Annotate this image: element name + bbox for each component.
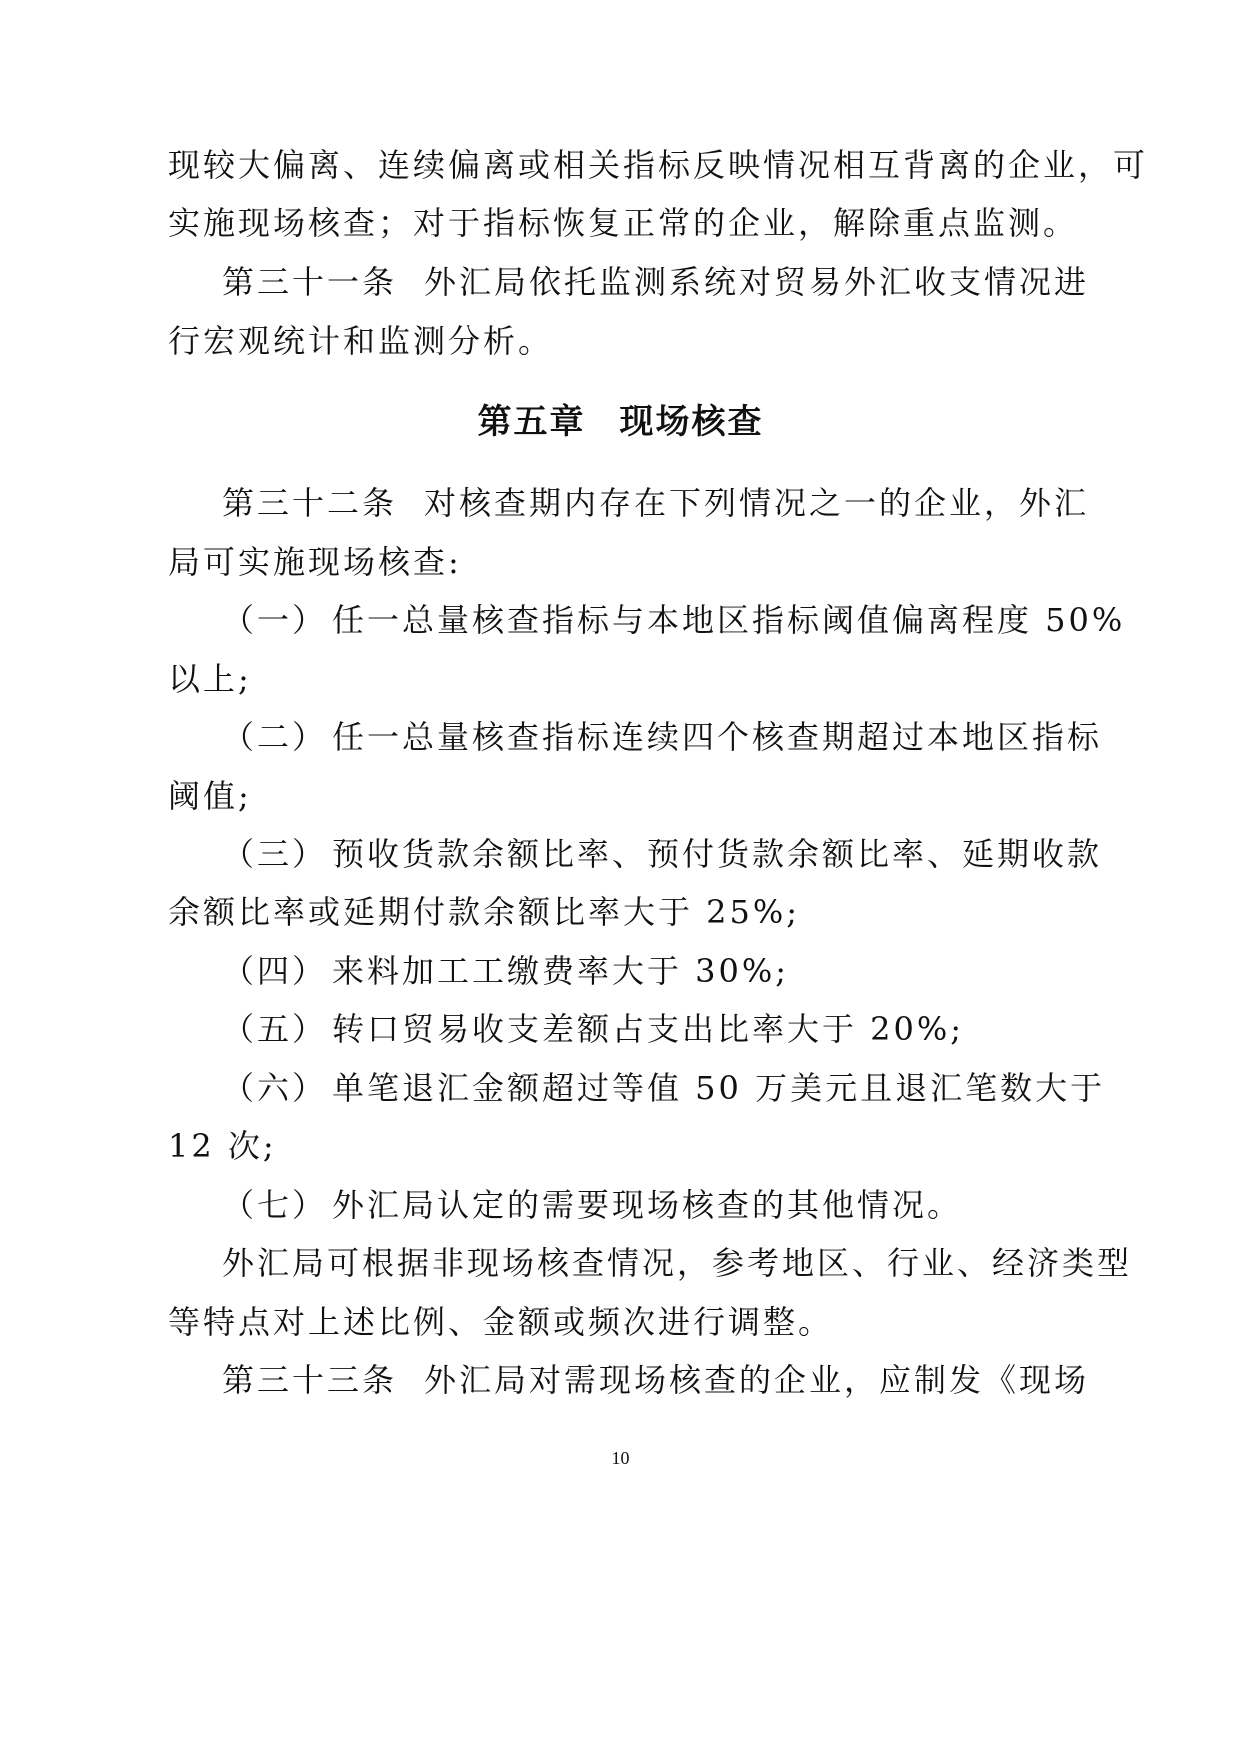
list-item xyxy=(222,1068,1105,1108)
item-text: 来料加工工缴费率大于 30%; xyxy=(332,952,790,990)
chapter-number: 第五章 xyxy=(477,402,586,442)
list-item-continued: 以上; xyxy=(168,660,252,698)
article-32 xyxy=(222,483,1089,523)
item-number: （二） xyxy=(222,718,328,756)
item-number: （六） xyxy=(222,1069,328,1107)
article-number: 第三十一条 xyxy=(222,263,398,301)
body-line-2: 实施现场核查；对于指标恢复正常的企业，解除重点监测。 xyxy=(168,204,1079,242)
article-text: 外汇局对需现场核查的企业，应制发《现场 xyxy=(424,1361,1090,1399)
item-number: （五） xyxy=(222,1010,328,1048)
adjustment-paragraph-continued: 等特点对上述比例、金额或频次进行调整。 xyxy=(168,1303,834,1341)
item-text: 任一总量核查指标连续四个核查期超过本地区指标 xyxy=(332,718,1103,756)
adjustment-paragraph: 外汇局可根据非现场核查情况，参考地区、行业、经济类型 xyxy=(222,1244,1133,1282)
item-text: 单笔退汇金额超过等值 50 万美元且退汇笔数大于 xyxy=(332,1069,1106,1107)
item-text: 转口贸易收支差额占支出比率大于 20%; xyxy=(332,1010,965,1048)
list-item xyxy=(222,951,789,991)
article-text: 外汇局依托监测系统对贸易外汇收支情况进 xyxy=(424,263,1090,301)
item-number: （七） xyxy=(222,1186,328,1224)
article-31-continued: 行宏观统计和监测分析。 xyxy=(168,322,554,360)
list-item-continued: 12 次; xyxy=(168,1127,277,1165)
article-31 xyxy=(222,262,1089,302)
chapter-title: 现场核查 xyxy=(619,402,764,442)
article-number: 第三十三条 xyxy=(222,1361,398,1399)
item-number: （四） xyxy=(222,952,328,990)
list-item-continued: 阈值; xyxy=(168,777,252,815)
list-item xyxy=(222,1185,962,1225)
body-line-1: 现较大偏离、连续偏离或相关指标反映情况相互背离的企业，可 xyxy=(168,146,1149,184)
list-item xyxy=(222,717,1102,757)
list-item-continued: 余额比率或延期付款余额比率大于 25%; xyxy=(168,893,801,931)
item-text: 任一总量核查指标与本地区指标阈值偏离程度 50% xyxy=(332,601,1126,639)
item-text: 外汇局认定的需要现场核查的其他情况。 xyxy=(332,1186,963,1224)
list-item xyxy=(222,1009,964,1049)
article-number: 第三十二条 xyxy=(222,484,398,522)
page-number: 10 xyxy=(611,1448,630,1468)
list-item xyxy=(222,834,1102,874)
item-text: 预收货款余额比率、预付货款余额比率、延期收款 xyxy=(332,835,1103,873)
chapter-heading xyxy=(0,401,1241,443)
item-number: （三） xyxy=(222,835,328,873)
item-number: （一） xyxy=(222,601,328,639)
article-33 xyxy=(222,1360,1089,1400)
list-item xyxy=(222,600,1125,640)
article-32-continued: 局可实施现场核查: xyxy=(168,543,462,581)
article-text: 对核查期内存在下列情况之一的企业，外汇 xyxy=(424,484,1090,522)
